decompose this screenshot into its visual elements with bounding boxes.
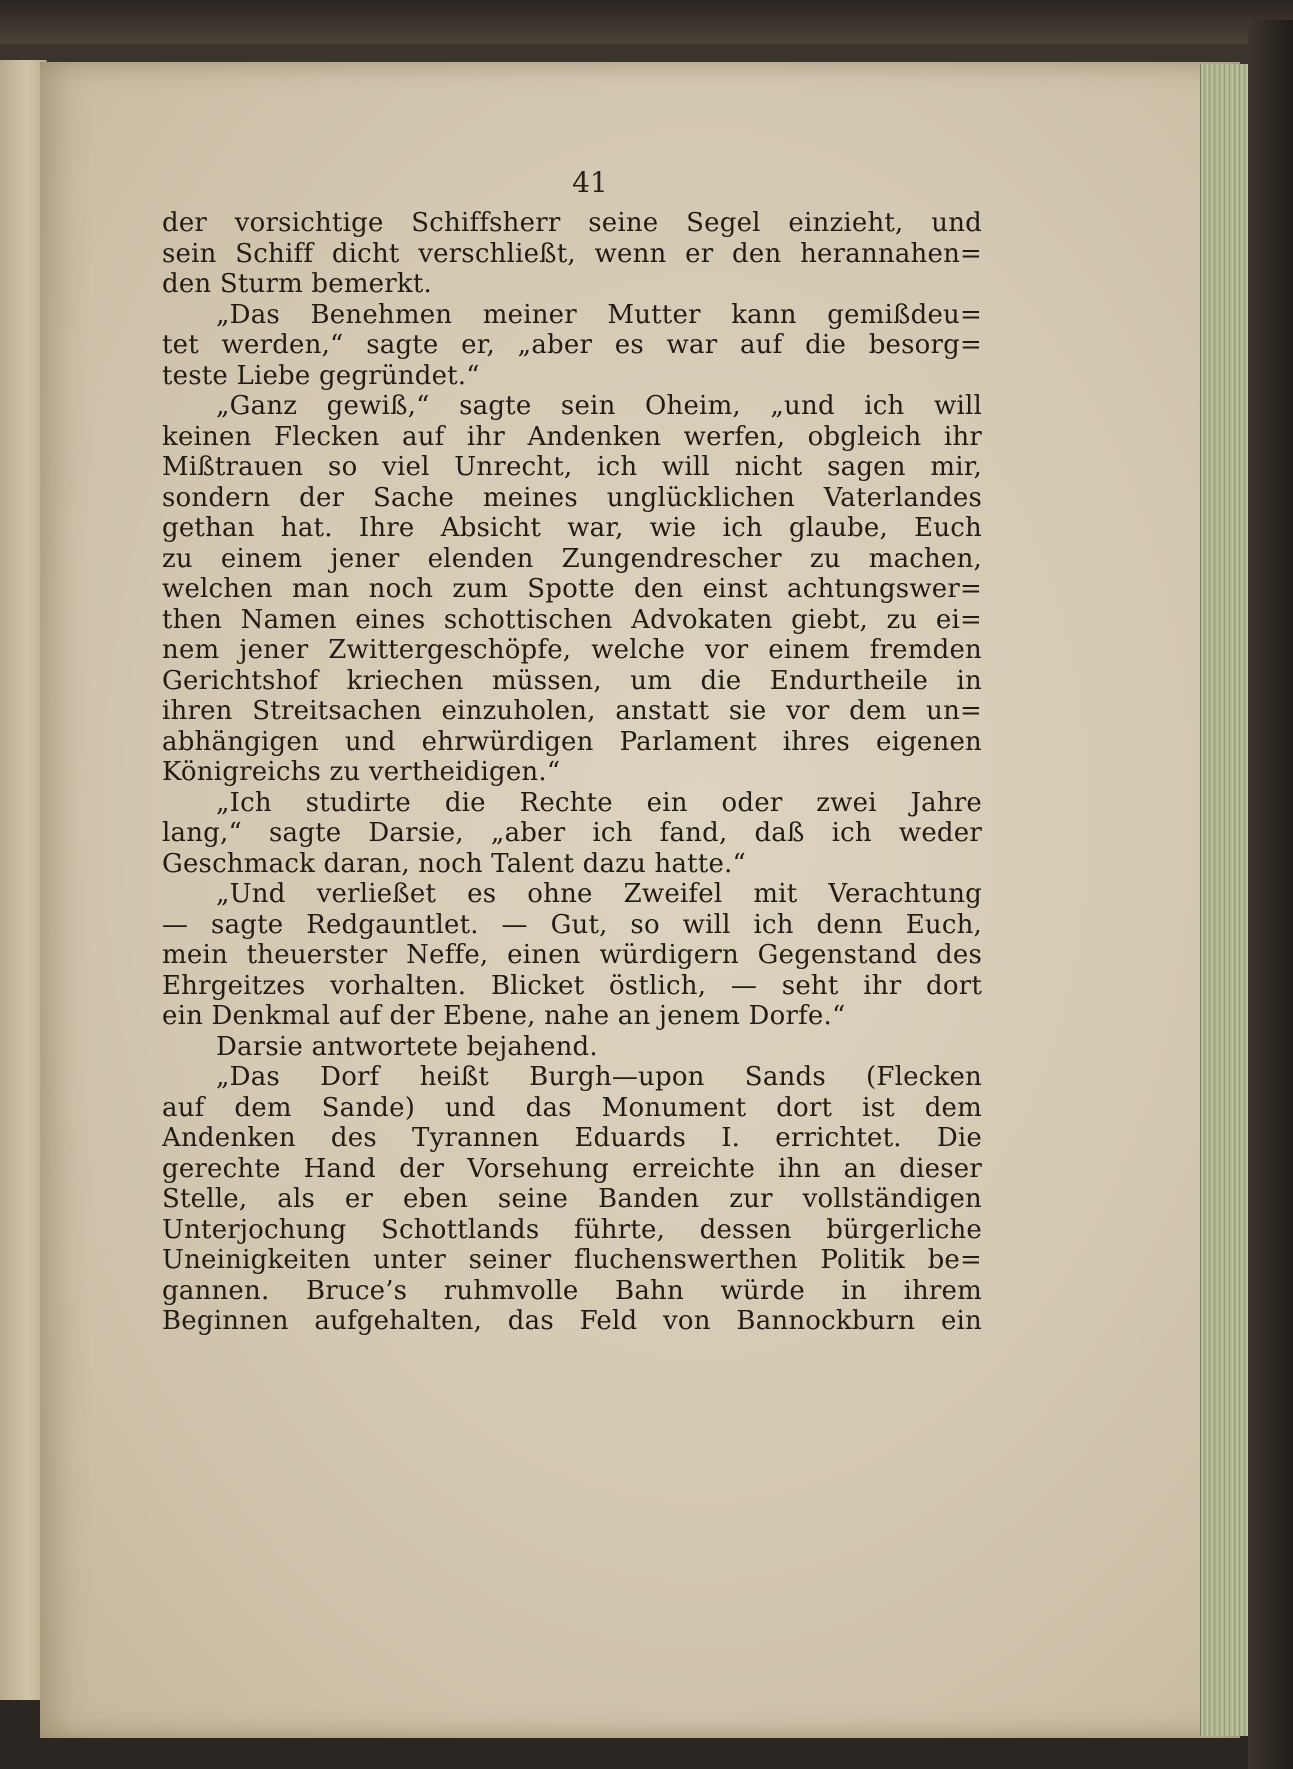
text-line: Stelle, als er eben seine Banden zur vollständigen — [162, 1184, 982, 1214]
text-line: der vorsichtige Schiffsherr seine Segel einzieht, und — [162, 208, 982, 238]
page-fore-edge — [1200, 64, 1249, 1736]
text-line: teste Liebe gegründet.“ — [162, 360, 480, 391]
text-line: ihren Streitsachen einzuholen, anstatt sie vor dem un= — [162, 696, 982, 726]
text-line: Andenken des Tyrannen Eduards I. errichtet. Die — [162, 1123, 982, 1153]
text-line: abhängigen und ehrwürdigen Parlament ihres eigenen — [162, 726, 982, 757]
book-cover-top — [0, 0, 1293, 44]
text-line: Ehrgeitzes vorhalten. Blicket östlich, — seht ihr dort — [162, 970, 982, 1001]
text-line: Unterjochung Schottlands führte, dessen bürgerliche — [162, 1214, 982, 1245]
text-line: den Sturm bemerkt. — [162, 269, 432, 299]
text-line: „Das Dorf heißt Burgh—upon Sands (Flecken — [216, 1062, 982, 1092]
text-line: zu einem jener elenden Zungendrescher zu machen, — [162, 543, 982, 574]
text-line: Gerichtshof kriechen müssen, um die Endurtheile in — [162, 665, 982, 696]
book-cover-side — [1248, 20, 1293, 1769]
text-line: „Ganz gewiß,“ sagte sein Oheim, „und ich will — [216, 391, 982, 421]
text-line: gannen. Bruce’s ruhmvolle Bahn würde in ihrem — [162, 1275, 982, 1306]
text-line: gerechte Hand der Vorsehung erreichte ihn an dieser — [162, 1153, 982, 1184]
text-line: — sagte Redgauntlet. — Gut, so will ich denn Euch, — [162, 909, 982, 940]
text-line: „Und verließet es ohne Zweifel mit Verachtung — [216, 879, 982, 909]
text-line: keinen Flecken auf ihr Andenken werfen, obgleich ihr — [162, 421, 982, 452]
text-line: sondern der Sache meines unglücklichen Vaterlandes — [162, 482, 982, 513]
text-line: mein theuerster Neffe, einen würdigern Gegenstand des — [162, 940, 982, 970]
text-line: gethan hat. Ihre Absicht war, wie ich glaube, Euch — [162, 513, 982, 543]
text-line: lang,“ sagte Darsie, „aber ich fand, daß ich weder — [162, 818, 982, 848]
text-line: auf dem Sande) und das Monument dort ist dem — [162, 1092, 982, 1123]
page-number: 41 — [572, 166, 608, 199]
text-line: nem jener Zwittergeschöpfe, welche vor einem fremden — [162, 635, 982, 665]
text-line: welchen man noch zum Spotte den einst achtungswer= — [162, 574, 982, 604]
text-line: sein Schiff dicht verschließt, wenn er den herannahen= — [162, 238, 982, 269]
body-text — [162, 208, 982, 1337]
text-line: Uneinigkeiten unter seiner fluchenswerthen Politik be= — [162, 1245, 982, 1275]
text-line: „Das Benehmen meiner Mutter kann gemißdeu= — [216, 299, 982, 330]
text-line: Darsie antwortete bejahend. — [216, 1031, 598, 1062]
text-line: ein Denkmal auf der Ebene, nahe an jenem Dorfe.“ — [162, 1001, 846, 1031]
text-line: „Ich studirte die Rechte ein oder zwei Jahre — [216, 787, 982, 818]
text-line: Königreichs zu vertheidigen.“ — [162, 757, 561, 787]
text-line: tet werden,“ sagte er, „aber es war auf die besorg= — [162, 330, 982, 360]
text-line: Geschmack daran, noch Talent dazu hatte.“ — [162, 848, 746, 879]
text-line: Mißtrauen so viel Unrecht, ich will nicht sagen mir, — [162, 452, 982, 482]
text-line: then Namen eines schottischen Advokaten giebt, zu ei= — [162, 604, 982, 635]
text-line: Beginnen aufgehalten, das Feld von Bannockburn ein — [162, 1306, 982, 1336]
